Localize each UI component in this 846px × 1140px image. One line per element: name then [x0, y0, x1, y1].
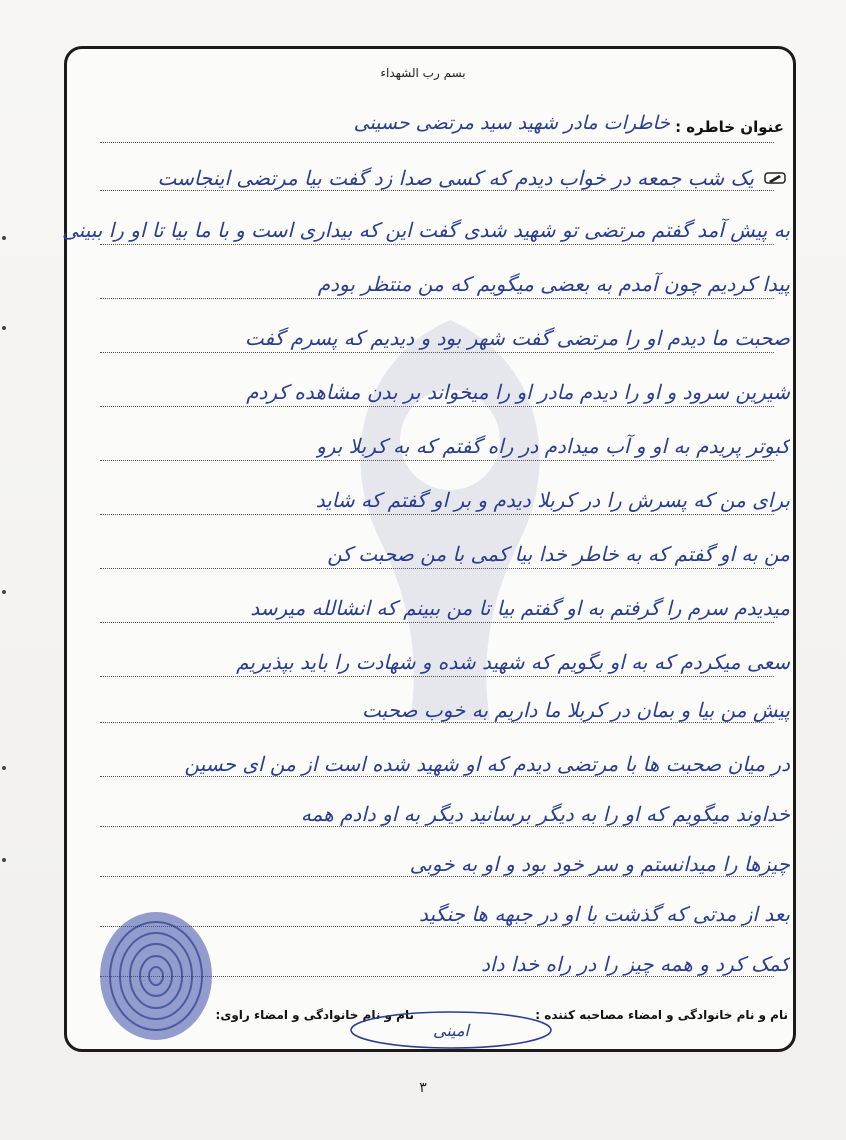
fingerprint-mark [96, 910, 216, 1042]
writing-line [100, 406, 774, 407]
writing-line [100, 676, 774, 677]
writing-line [100, 876, 774, 877]
page-number: ۳ [419, 1080, 427, 1096]
handwritten-line: در میان صحبت ها با مرتضی دیدم که او شهید شده است از من ای حسین [184, 752, 790, 776]
handwritten-line: پیش من بیا و بمان در کربلا ما داریم به خوب صحبت [361, 698, 790, 722]
handwritten-line: به پیش آمد گفتم مرتضی تو شهید شدی گفت این که بیداری است و با ما بیا تا او را ببینی [62, 218, 790, 242]
punch-hole-mark [2, 326, 6, 330]
handwritten-line: پیدا کردیم چون آمدم به بعضی میگویم که من منتظر بودم [317, 272, 790, 296]
interviewer-signature [346, 1008, 556, 1052]
writing-line [100, 190, 774, 191]
writing-line [100, 622, 774, 623]
handwritten-line: یک شب جمعه در خواب دیدم که کسی صدا زد گفت بیا مرتضی اینجاست [157, 166, 754, 190]
interviewer-signature-label: نام و نام خانوادگی و امضاء مصاحبه کننده : [535, 1008, 788, 1022]
punch-hole-mark [2, 766, 6, 770]
handwritten-line: بعد از مدتی که گذشت با او در جبهه ها جنگید [418, 902, 790, 926]
writing-line [100, 568, 774, 569]
handwritten-line: شیرین سرود و او را دیدم مادر او را میخواند بر بدن مشاهده کردم [246, 380, 790, 404]
writing-line [100, 722, 774, 723]
writing-line [100, 460, 774, 461]
memory-title-value: خاطرات مادر شهید سید مرتضی حسینی [353, 112, 670, 134]
writing-line [100, 826, 774, 827]
writing-line [100, 352, 774, 353]
handwritten-line: خداوند میگویم که او را به دیگر برسانید دیگر به او دادم همه [300, 802, 790, 826]
writing-line [100, 776, 774, 777]
handwritten-line: چیزها را میدانستم و سر خود بود و او به خوبی [409, 852, 790, 876]
watermark-emblem [300, 300, 600, 740]
punch-hole-mark [2, 236, 6, 240]
handwritten-line: کبوتر پریدم به او و آب میدادم در راه گفتم که به کربلا برو [316, 434, 790, 458]
writing-line [100, 514, 774, 515]
handwritten-line: کمک کرد و همه چیز را در راه خدا داد [481, 952, 790, 976]
memory-title-label: عنوان خاطره : [675, 118, 784, 136]
handwritten-line: من به او گفتم که به خاطر خدا بیا کمی با من صحبت کن [327, 542, 790, 566]
handwritten-line: میدیدم سرم را گرفتم به او گفتم بیا تا من ببینم که انشالله میرسد [250, 596, 790, 620]
narrator-signature-label: نام و نام خانوادگی و امضاء راوی: [215, 1008, 414, 1022]
title-dotted-line [100, 142, 774, 143]
writing-line [100, 244, 774, 245]
punch-hole-mark [2, 858, 6, 862]
pen-icon [764, 170, 786, 186]
handwritten-line: برای من که پسرش را در کربلا دیدم و بر او گفتم که شاید [315, 488, 790, 512]
handwritten-line: صحبت ما دیدم او را مرتضی گفت شهر بود و دیدیم که پسرم گفت [244, 326, 790, 350]
writing-line [100, 298, 774, 299]
signature-text: امینی [432, 1021, 470, 1040]
handwritten-line: سعی میکردم که به او بگویم که شهید شده و شهادت را باید بپذیریم [236, 650, 790, 674]
bismillah-header: بسم رب الشهداء [380, 66, 466, 80]
punch-hole-mark [2, 590, 6, 594]
